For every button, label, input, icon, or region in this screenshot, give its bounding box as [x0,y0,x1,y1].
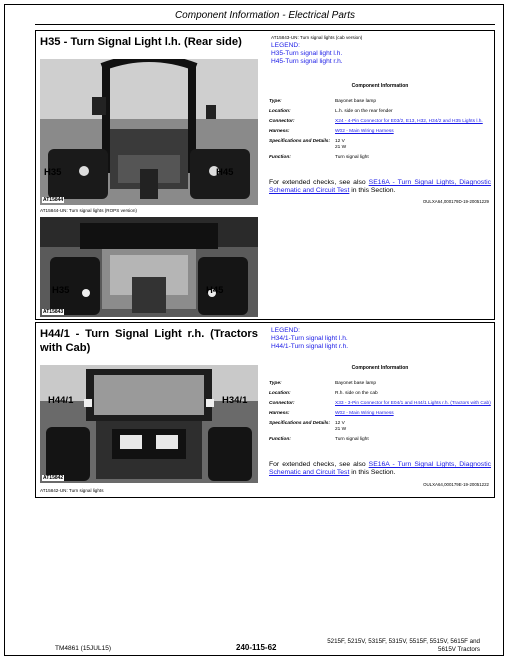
legend-item: H44/1-Turn signal light r.h. [271,343,349,350]
se16a-link[interactable]: SE16A - Turn Signal Lights, Diagnostic Schematic and Circuit Test [269,179,492,194]
info-value: Turn signal light [335,437,369,442]
info-key: Function: [269,155,291,160]
photo-code: AT15842 [43,475,64,481]
section-h44-right [269,323,491,497]
photo-caption: AT15844-UN: Turn signal lights (ROPS version) [40,208,137,213]
info-key: Harness: [269,129,290,134]
document-id: OULXA64,000179D-19-20051229 [422,199,489,204]
photo-caption: AT15842-UN: Turn signal lights [40,488,104,493]
section-h35-right [269,31,491,319]
info-key: Harness: [269,411,290,416]
section-h44 [35,322,495,498]
info-row [269,411,491,417]
info-value: L.h. side on the rear fender [335,109,393,114]
extended-checks-text [269,179,491,195]
legend [271,42,343,66]
component-info-table [269,83,491,165]
legend-item: H34/1-Turn signal light l.h. [271,335,348,342]
info-key: Location: [269,109,291,114]
extended-checks-text [269,461,491,477]
extended-prefix: For extended checks, see also [269,179,369,186]
info-row [269,99,491,105]
section-h35-left [36,31,262,319]
legend [271,327,348,351]
info-value: R.h. side on the cab [335,391,378,396]
info-row [269,119,491,125]
photo-code: AT15843 [43,309,64,315]
component-info-table [269,365,491,447]
info-row [269,401,491,407]
footer-page-number: 240-115-62 [236,643,277,652]
footer-models: 5215F, 5215V, 5315F, 5315V, 5515F, 5515V, 5615F and 5615V Tractors [327,638,480,653]
label-h44-1: H44/1 [48,395,74,406]
se16a-link[interactable]: SE16A - Turn Signal Lights, Diagnostic Schematic and Circuit Test [269,461,492,476]
page-header-title: Component Information - Electrical Parts [174,10,356,21]
info-row [269,155,491,161]
legend-item: H45-Turn signal light r.h. [271,58,343,65]
harness-link[interactable]: W02 - Main Wiring Harness [335,411,394,416]
extended-suffix: in this Section. [349,469,396,476]
info-value: Bayonet base lamp [335,381,377,386]
legend-heading: LEGEND: [271,327,300,334]
harness-link[interactable]: W02 - Main Wiring Harness [335,129,394,134]
photo-code: AT15844 [43,197,64,203]
info-key: Type: [269,381,282,386]
figure-reference: AT15843-UN: Turn signal lights (cab version) [271,35,363,40]
section-h44-left [36,323,262,497]
legend-item: H35-Turn signal light l.h. [271,50,343,57]
label-h45-photo1: H45 [216,167,234,178]
label-h45-photo2: H45 [206,285,224,296]
section-h35 [35,30,495,320]
extended-prefix: For extended checks, see also [269,461,369,468]
section-title: H35 - Turn Signal Light l.h. (Rear side) [40,36,242,48]
info-key: Location: [269,391,291,396]
label-h35-photo2: H35 [52,285,70,296]
info-value: 12 V 21 W [335,421,347,432]
info-key: Function: [269,437,291,442]
info-row [269,139,491,151]
info-row [269,381,491,387]
info-value: Turn signal light [335,155,369,160]
info-key: Specifications and Details: [269,139,331,144]
info-key: Specifications and Details: [269,421,331,426]
document-id: OULXA64,000179E-19-20051222 [423,482,489,487]
info-row [269,437,491,443]
connector-link[interactable]: X33 - 3-Pin Connector for E04/1 and H44/1 Lights r.h. (Tractors with Cab) [335,401,491,406]
component-info-title: Component Information [351,365,409,371]
footer-manual-id: TM4861 (15JUL15) [55,645,111,652]
extended-suffix: in this Section. [349,187,396,194]
page-header [35,10,495,25]
info-row [269,421,491,433]
cab-tractor-rear-photo [40,217,258,317]
label-h35-photo1: H35 [44,167,62,178]
info-row [269,109,491,115]
section-title: H44/1 - Turn Signal Light r.h. (Tractors with Cab) [40,328,258,354]
connector-link[interactable]: X24 - 4-Pin Connector for E03/2, E13, H32, H34/2 and H35 Lights l.h. [335,119,483,124]
rops-tractor-illustration [40,59,258,205]
info-row [269,391,491,397]
cab-tractor-front-photo [40,365,258,483]
info-key: Connector: [269,119,295,124]
cab-tractor-front-illustration [40,365,258,483]
info-value: 12 V 21 W [335,139,347,150]
info-key: Connector: [269,401,295,406]
legend-heading: LEGEND: [271,42,300,49]
info-value: Bayonet base lamp [335,99,377,104]
label-h34-1: H34/1 [222,395,248,406]
info-key: Type: [269,99,282,104]
cab-tractor-rear-illustration [40,217,258,317]
rops-tractor-photo [40,59,258,205]
info-row [269,129,491,135]
component-info-title: Component Information [351,83,409,89]
